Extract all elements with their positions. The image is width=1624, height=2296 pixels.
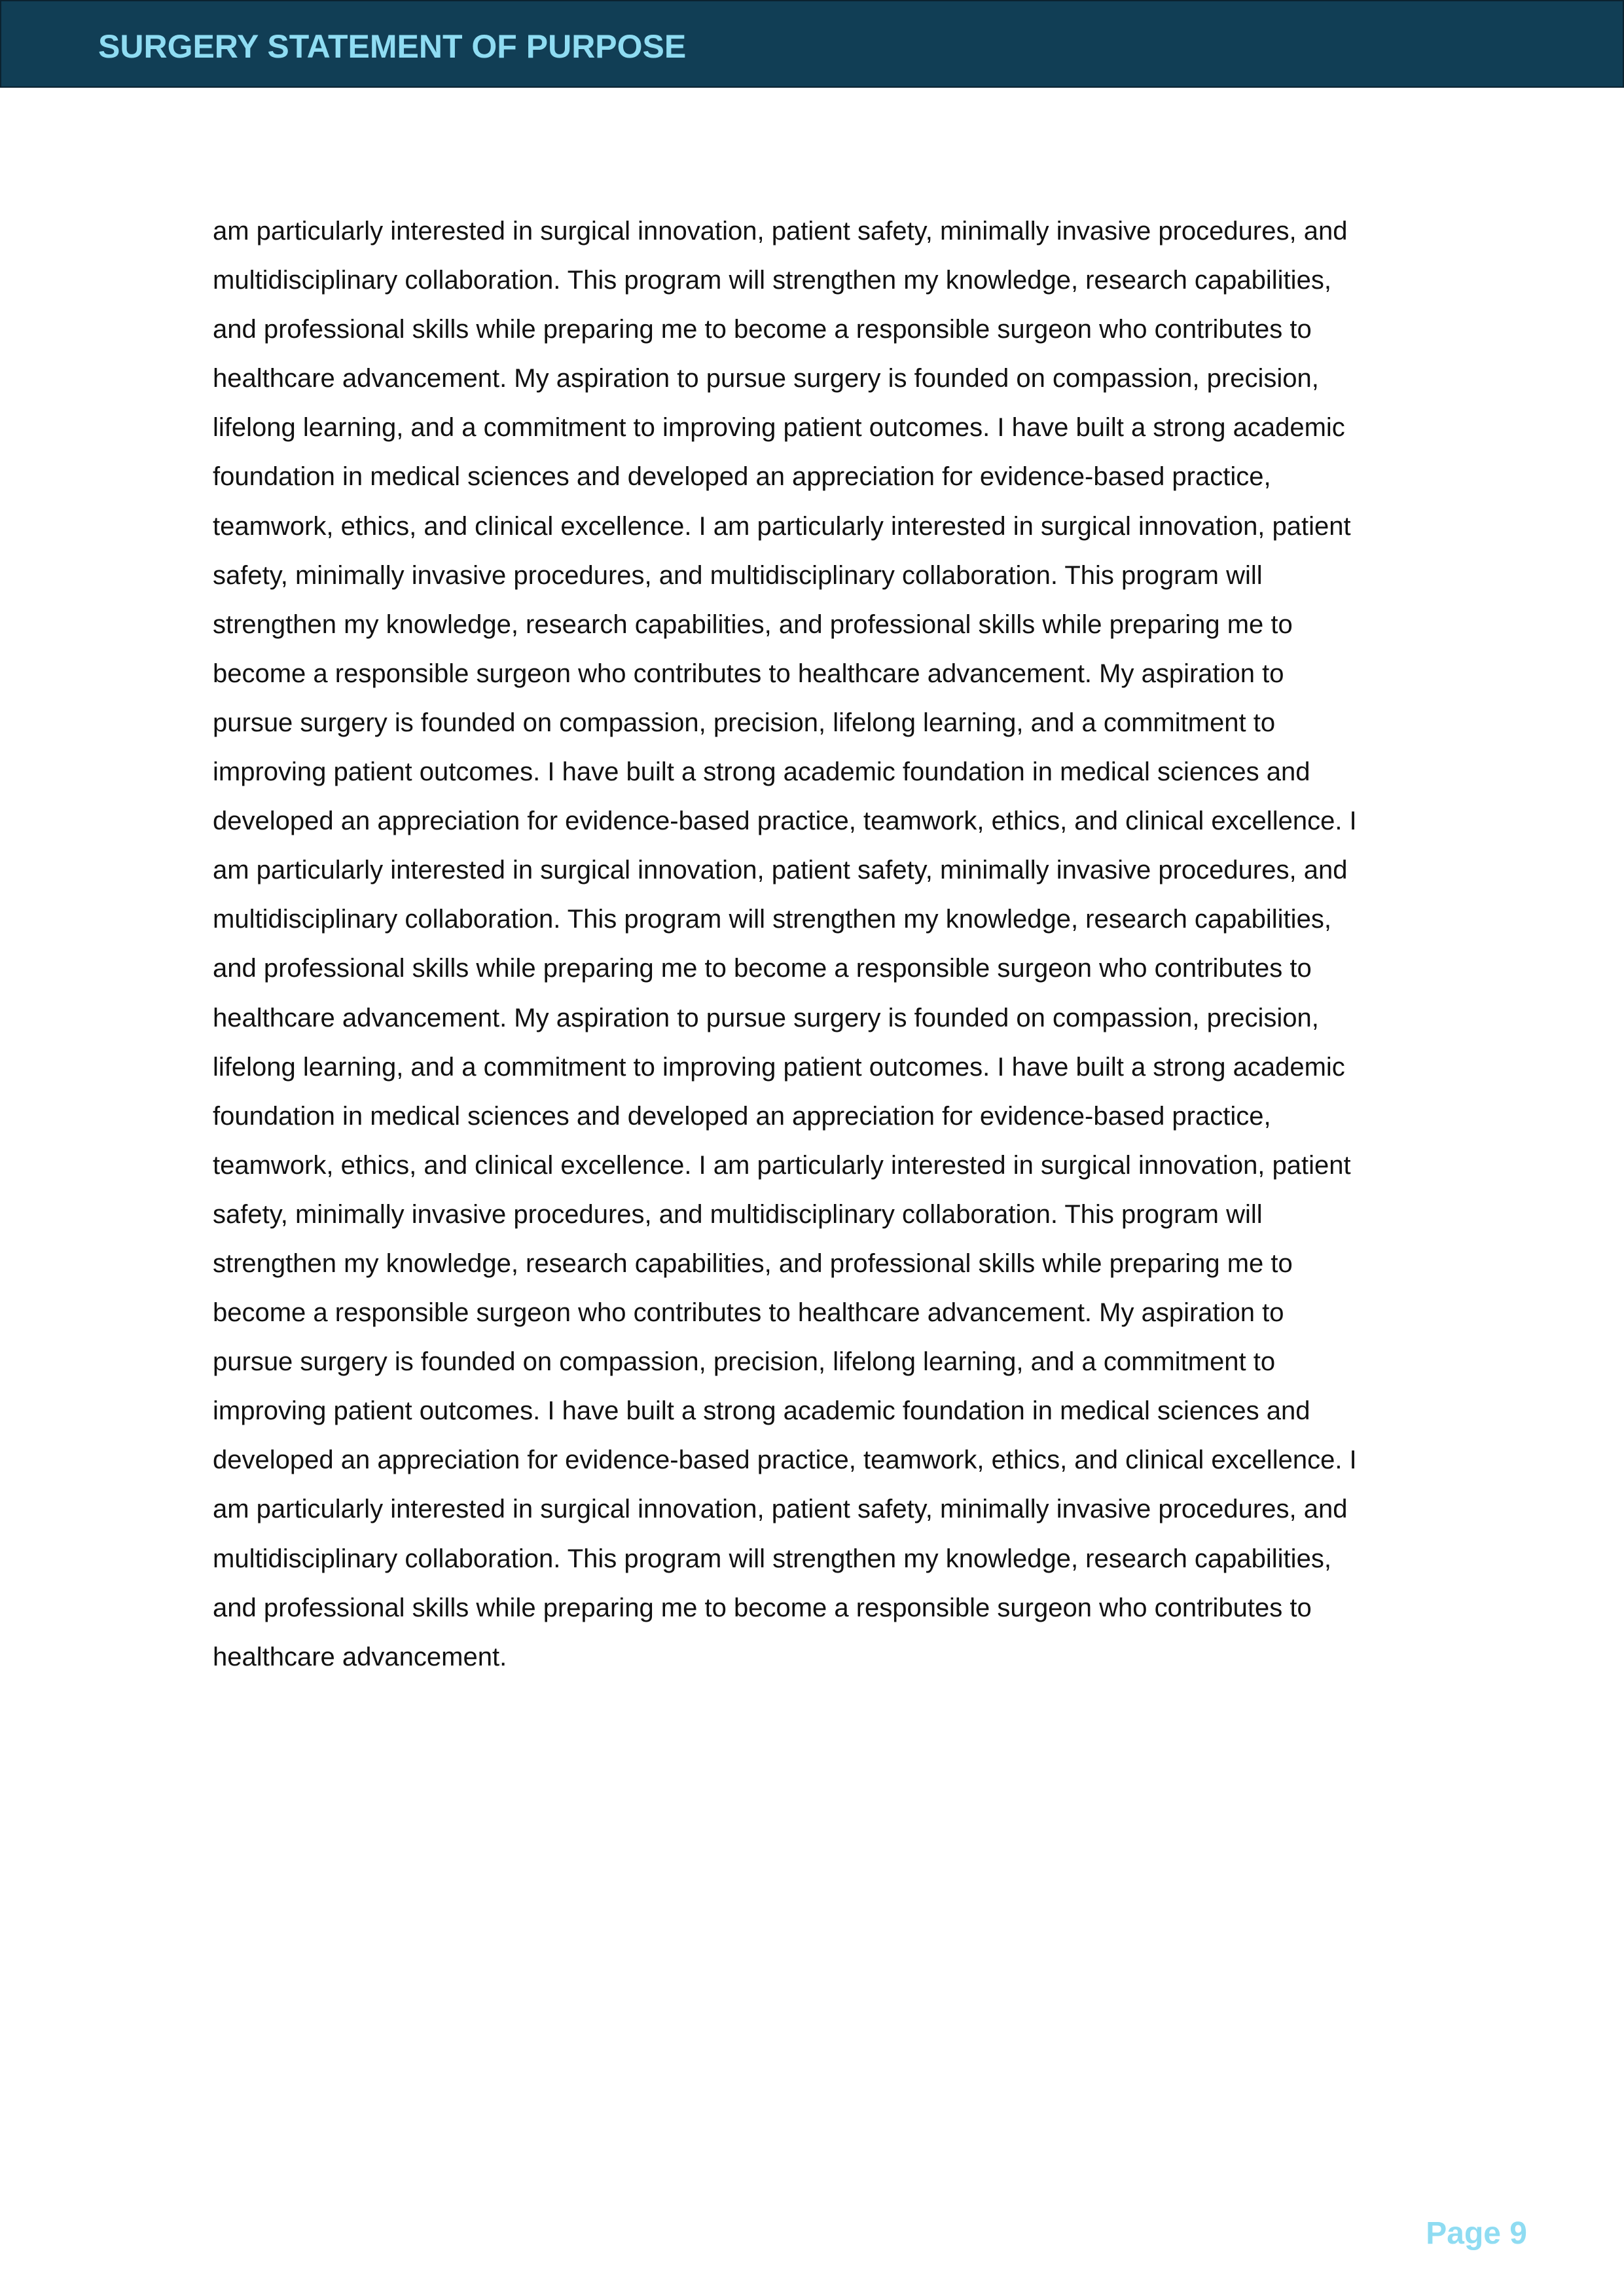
body-line: lifelong learning, and a commitment to improving patient outcomes. I have built a strong academic bbox=[213, 413, 1345, 443]
body-line: am particularly interested in surgical innovation, patient safety, minimally invasive procedures, and bbox=[213, 856, 1348, 885]
body-line: become a responsible surgeon who contributes to healthcare advancement. My aspiration to bbox=[213, 659, 1284, 688]
body-line: developed an appreciation for evidence-based practice, teamwork, ethics, and clinical excellence. I bbox=[213, 1446, 1357, 1475]
body-line: multidisciplinary collaboration. This program will strengthen my knowledge, research capabilities, bbox=[213, 266, 1331, 295]
body-line: healthcare advancement. My aspiration to pursue surgery is founded on compassion, precision, bbox=[213, 364, 1319, 393]
body-line: am particularly interested in surgical innovation, patient safety, minimally invasive procedures, and bbox=[213, 217, 1348, 246]
body-line: healthcare advancement. My aspiration to pursue surgery is founded on compassion, precision, bbox=[213, 1003, 1319, 1032]
body-line: multidisciplinary collaboration. This program will strengthen my knowledge, research capabilities, bbox=[213, 1544, 1331, 1573]
body-line: strengthen my knowledge, research capabilities, and professional skills while preparing me to bbox=[213, 610, 1293, 639]
body-line: multidisciplinary collaboration. This program will strengthen my knowledge, research capabilities, bbox=[213, 905, 1331, 934]
body-line: teamwork, ethics, and clinical excellence. I am particularly interested in surgical innovation, patient bbox=[213, 511, 1351, 541]
page-header bbox=[0, 0, 1624, 88]
body-line: improving patient outcomes. I have built a strong academic foundation in medical sciences and bbox=[213, 757, 1310, 787]
body-line: am particularly interested in surgical innovation, patient safety, minimally invasive procedures, and bbox=[213, 1495, 1348, 1524]
body-line: foundation in medical sciences and developed an appreciation for evidence-based practice, bbox=[213, 1101, 1271, 1131]
body-line: and professional skills while preparing me to become a responsible surgeon who contributes to bbox=[213, 315, 1312, 344]
body-line: foundation in medical sciences and developed an appreciation for evidence-based practice, bbox=[213, 462, 1271, 492]
page-number: Page 9 bbox=[1426, 2216, 1527, 2251]
body-line: safety, minimally invasive procedures, and multidisciplinary collaboration. This program will bbox=[213, 560, 1263, 590]
body-line: and professional skills while preparing me to become a responsible surgeon who contributes to bbox=[213, 954, 1312, 983]
body-line: developed an appreciation for evidence-based practice, teamwork, ethics, and clinical excellence. I bbox=[213, 807, 1357, 836]
body-line: healthcare advancement. bbox=[213, 1642, 507, 1671]
body-line: safety, minimally invasive procedures, and multidisciplinary collaboration. This program will bbox=[213, 1199, 1263, 1229]
body-line: pursue surgery is founded on compassion, precision, lifelong learning, and a commitment to bbox=[213, 708, 1276, 737]
document-title: SURGERY STATEMENT OF PURPOSE bbox=[98, 28, 687, 65]
body-line: pursue surgery is founded on compassion, precision, lifelong learning, and a commitment to bbox=[213, 1347, 1276, 1377]
body-line: become a responsible surgeon who contributes to healthcare advancement. My aspiration to bbox=[213, 1298, 1284, 1328]
body-line: strengthen my knowledge, research capabilities, and professional skills while preparing me to bbox=[213, 1248, 1293, 1278]
body-text bbox=[213, 207, 1424, 1682]
body-line: teamwork, ethics, and clinical excellence. I am particularly interested in surgical innovation, patient bbox=[213, 1150, 1351, 1180]
body-line: lifelong learning, and a commitment to improving patient outcomes. I have built a strong academic bbox=[213, 1052, 1345, 1082]
body-line: and professional skills while preparing me to become a responsible surgeon who contributes to bbox=[213, 1593, 1312, 1622]
body-line: improving patient outcomes. I have built a strong academic foundation in medical sciences and bbox=[213, 1396, 1310, 1426]
